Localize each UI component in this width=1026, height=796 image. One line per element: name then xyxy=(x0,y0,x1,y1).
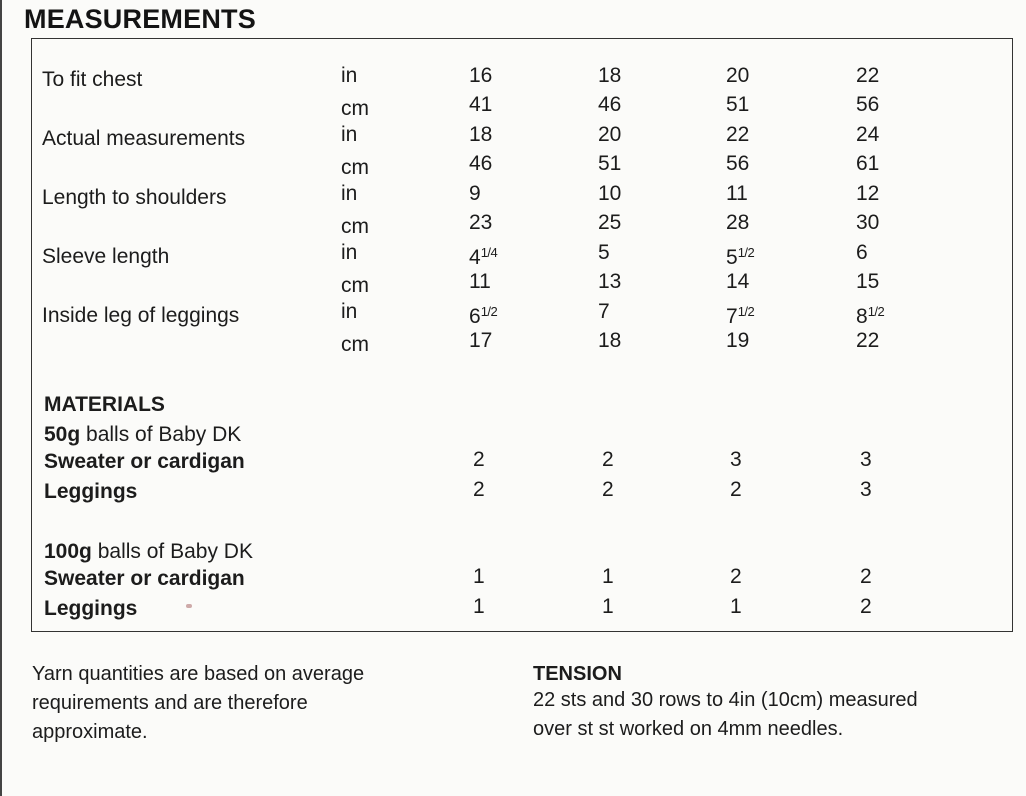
size-value: 18 xyxy=(598,64,622,87)
yarn-group-heading: 50g balls of Baby DK xyxy=(44,423,242,446)
yarn-quantity: 2 xyxy=(730,478,742,501)
size-value: $4^{1/4}$ xyxy=(469,245,498,269)
size-value: 56 xyxy=(726,152,750,175)
size-value: 20 xyxy=(598,123,622,146)
size-value: 30 xyxy=(856,211,880,234)
yarn-note-line: Yarn quantities are based on average xyxy=(32,663,365,685)
unit-label: cm xyxy=(341,215,369,238)
page-title: MEASUREMENTS xyxy=(24,4,256,34)
size-value: 17 xyxy=(469,329,493,352)
unit-label: in xyxy=(341,64,358,87)
measurement-label: Actual measurements xyxy=(42,127,246,150)
size-value: 61 xyxy=(856,152,880,175)
size-value: 11 xyxy=(726,182,748,205)
unit-label: cm xyxy=(341,156,369,179)
yarn-note-line: requirements and are therefore xyxy=(32,692,308,714)
yarn-quantity: 1 xyxy=(473,565,485,588)
size-value: 41 xyxy=(469,93,493,116)
size-value: 11 xyxy=(469,270,491,293)
size-value: 19 xyxy=(726,329,750,352)
unit-label: in xyxy=(341,241,358,264)
size-value: 46 xyxy=(469,152,493,175)
size-value: $6^{1/2}$ xyxy=(469,304,498,328)
unit-label: in xyxy=(341,123,358,146)
size-value: 16 xyxy=(469,64,493,87)
unit-label: cm xyxy=(341,274,369,297)
yarn-quantity: 1 xyxy=(473,595,485,618)
size-value: 20 xyxy=(726,64,750,87)
yarn-quantity: 2 xyxy=(860,565,872,588)
size-value: 10 xyxy=(598,182,622,205)
yarn-quantity: 2 xyxy=(730,565,742,588)
yarn-quantity: 2 xyxy=(473,448,485,471)
size-value: 25 xyxy=(598,211,622,234)
yarn-quantity: 3 xyxy=(860,478,872,501)
page-edge xyxy=(0,0,2,796)
size-value: 23 xyxy=(469,211,493,234)
size-value: 18 xyxy=(469,123,493,146)
measurement-label: Length to shoulders xyxy=(42,186,227,209)
size-value: 5 xyxy=(598,241,610,264)
measurement-label: Inside leg of leggings xyxy=(42,304,240,327)
size-value: 14 xyxy=(726,270,750,293)
size-value: 13 xyxy=(598,270,622,293)
tension-line: over st st worked on 4mm needles. xyxy=(533,718,844,740)
unit-label: cm xyxy=(341,333,369,356)
unit-label: cm xyxy=(341,97,369,120)
yarn-item-label: Sweater or cardigan xyxy=(44,567,245,590)
size-value: $5^{1/2}$ xyxy=(726,245,755,269)
size-value: 22 xyxy=(856,329,880,352)
yarn-quantity: 2 xyxy=(860,595,872,618)
size-value: $8^{1/2}$ xyxy=(856,304,885,328)
size-value: 22 xyxy=(726,123,750,146)
tension-line: 22 sts and 30 rows to 4in (10cm) measured xyxy=(533,689,918,711)
size-value: 18 xyxy=(598,329,622,352)
yarn-quantity: 1 xyxy=(602,595,614,618)
yarn-quantity: 2 xyxy=(602,448,614,471)
yarn-item-label: Sweater or cardigan xyxy=(44,450,245,473)
size-value: 7 xyxy=(598,300,610,323)
yarn-quantity: 3 xyxy=(860,448,872,471)
paper-mark xyxy=(186,604,192,608)
materials-title: MATERIALS xyxy=(44,393,165,416)
unit-label: in xyxy=(341,300,358,323)
yarn-group-heading: 100g balls of Baby DK xyxy=(44,540,253,563)
yarn-quantity: 1 xyxy=(730,595,742,618)
tension-title: TENSION xyxy=(533,663,622,685)
size-value: 12 xyxy=(856,182,880,205)
size-value: 6 xyxy=(856,241,868,264)
yarn-note-line: approximate. xyxy=(32,721,148,743)
size-value: 28 xyxy=(726,211,750,234)
yarn-item-label: Leggings xyxy=(44,480,138,503)
measurement-label: Sleeve length xyxy=(42,245,170,268)
yarn-quantity: 3 xyxy=(730,448,742,471)
size-value: 9 xyxy=(469,182,481,205)
yarn-quantity: 1 xyxy=(602,565,614,588)
measurement-label: To fit chest xyxy=(42,68,143,91)
size-value: 22 xyxy=(856,64,880,87)
size-value: $7^{1/2}$ xyxy=(726,304,755,328)
size-value: 15 xyxy=(856,270,880,293)
unit-label: in xyxy=(341,182,358,205)
size-value: 51 xyxy=(726,93,750,116)
size-value: 46 xyxy=(598,93,622,116)
yarn-item-label: Leggings xyxy=(44,597,138,620)
yarn-quantity: 2 xyxy=(602,478,614,501)
size-value: 51 xyxy=(598,152,622,175)
yarn-quantity: 2 xyxy=(473,478,485,501)
size-value: 56 xyxy=(856,93,880,116)
size-value: 24 xyxy=(856,123,880,146)
